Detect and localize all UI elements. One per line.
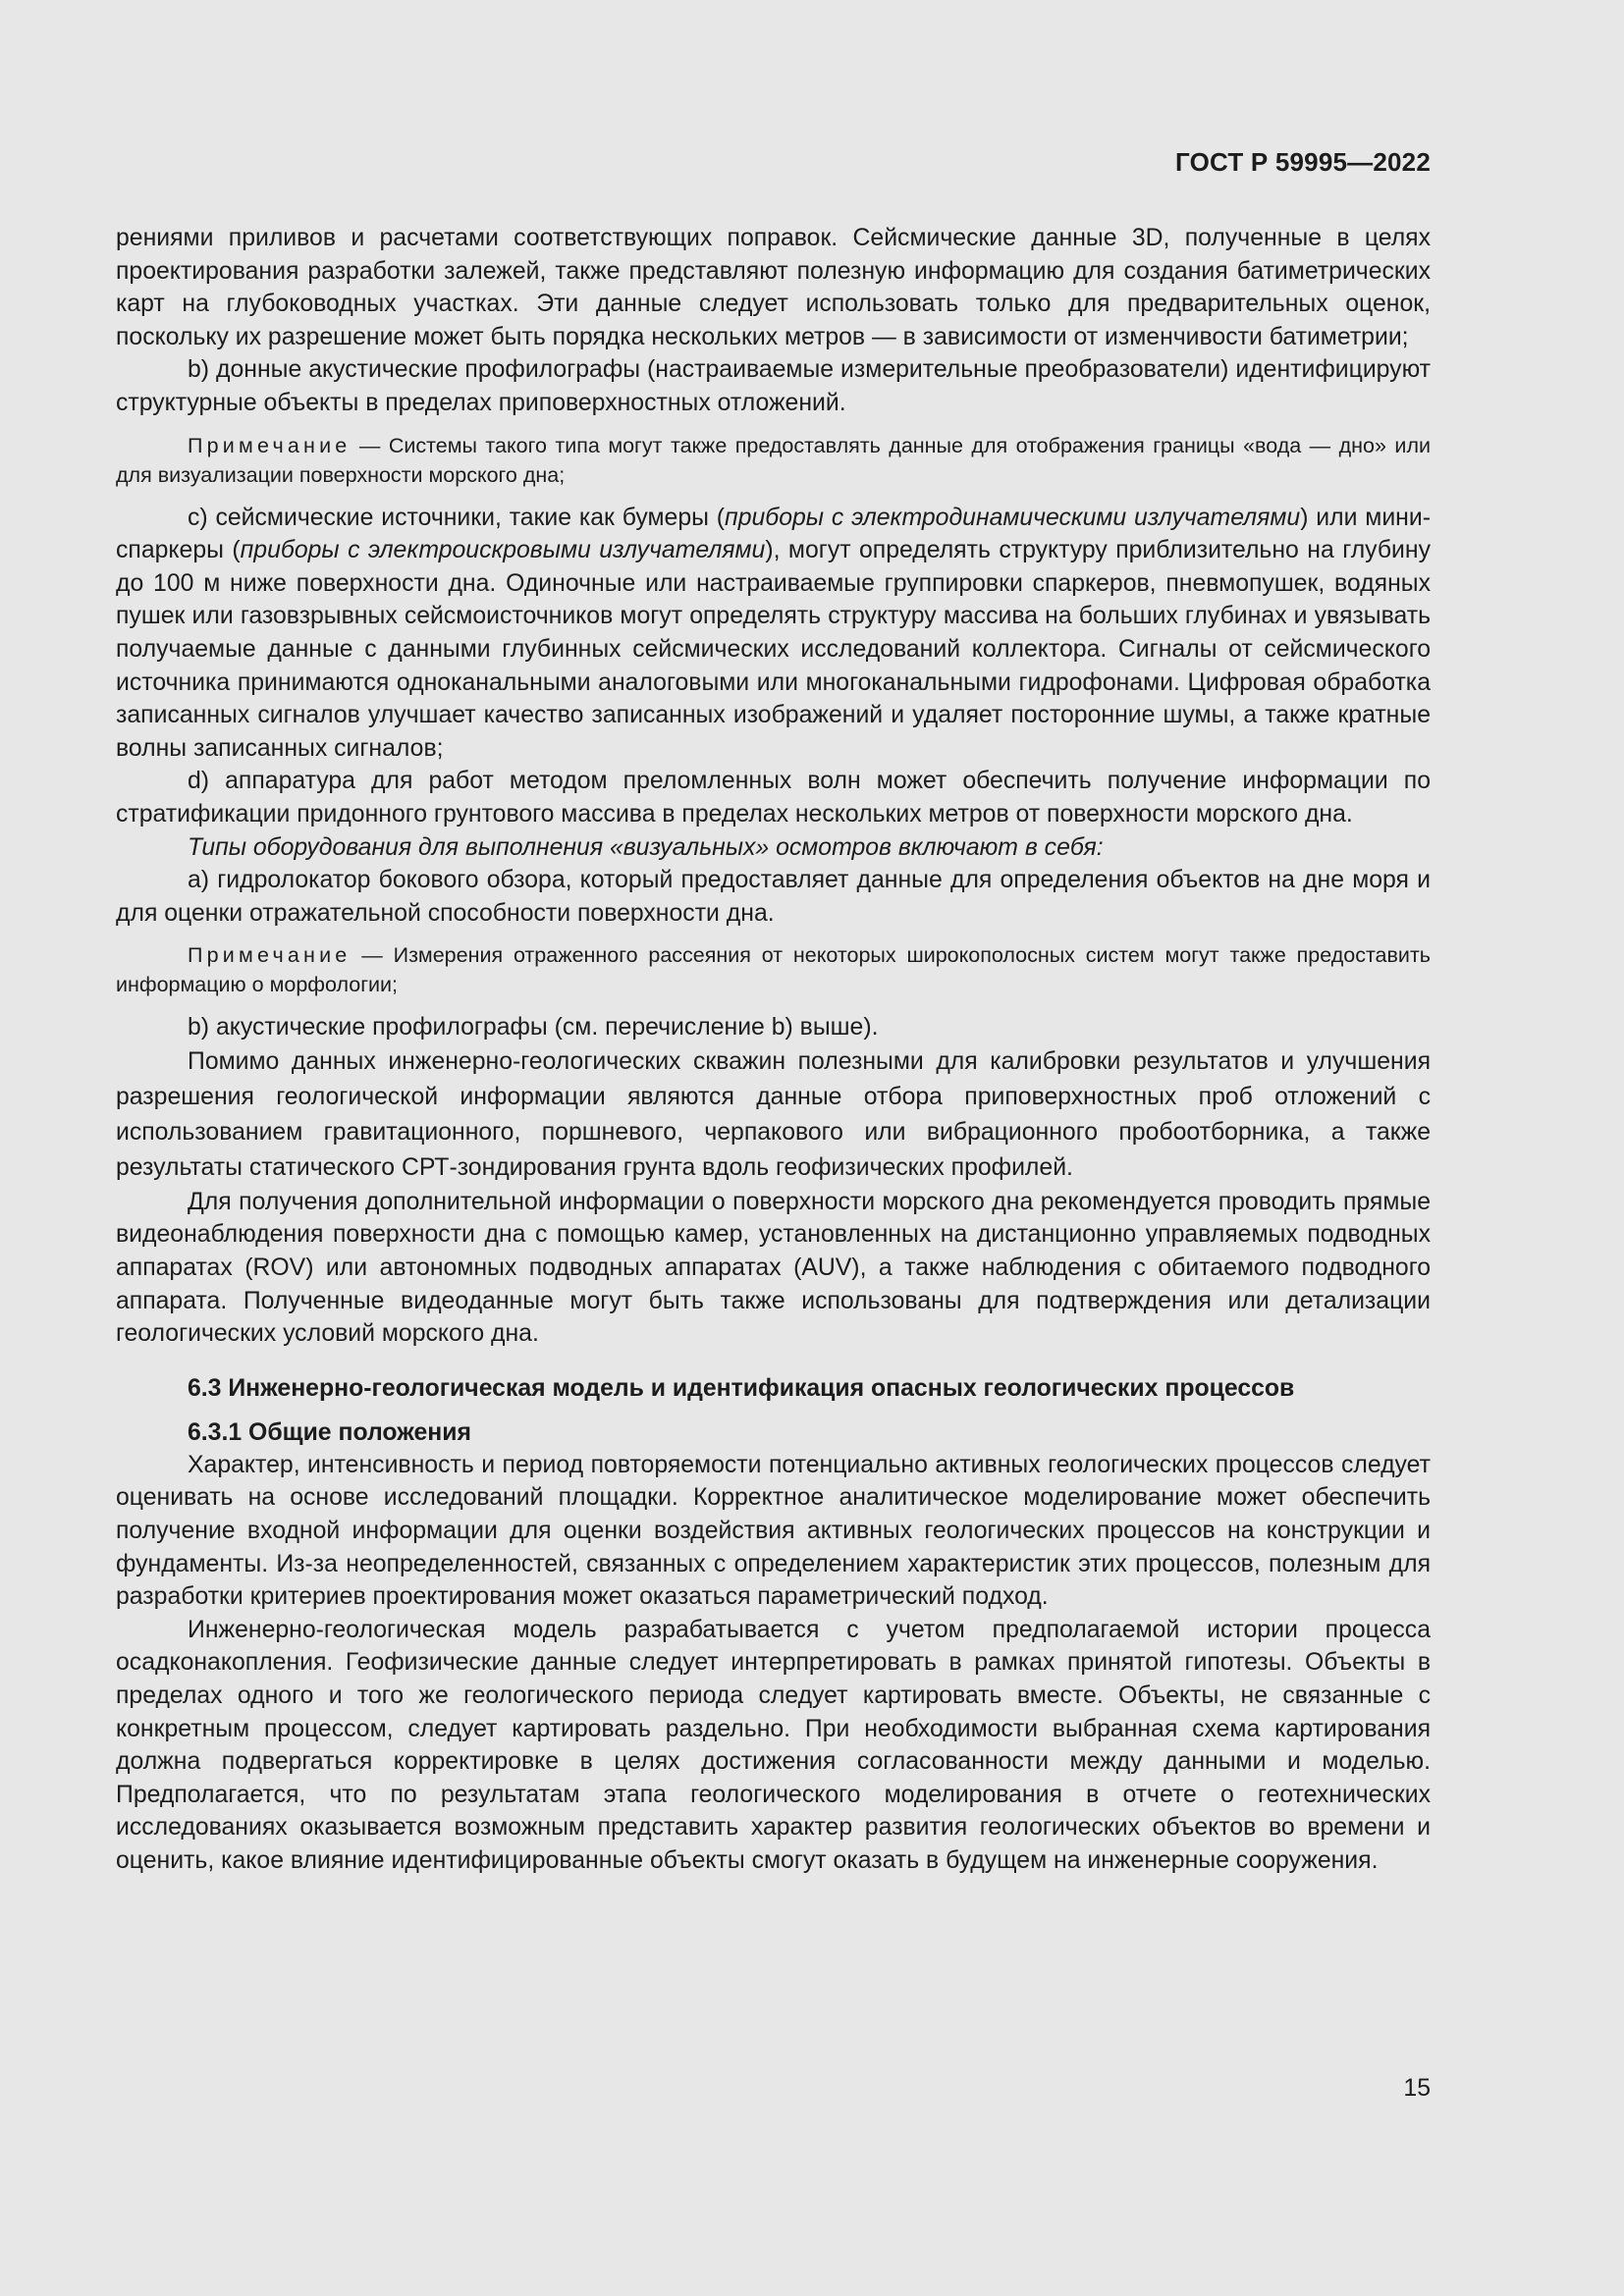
note-2 [116, 940, 1431, 999]
section-heading: 6.3 Инженерно-геологическая модель и идентификация опасных геологических процессов [188, 1374, 1295, 1402]
note-text: — Системы такого типа могут также предоставлять данные для отображения границы «вода — дно» или для визуализации поверхности морского дна; [116, 433, 1431, 487]
list-item-d: d) аппаратура для работ методом преломленных волн может обеспечить получение информации по стратификации придонного грунтового массива в пределах нескольких метров от поверхности морского дна. [116, 768, 1431, 828]
italic-run: приборы с электродинамическими излучателями [725, 504, 1301, 531]
list-item-b-2: b) акустические профилографы (см. перечисление b) выше). [188, 1014, 879, 1041]
text-run: ) или мини-спаркеры ( [116, 504, 1431, 564]
note-label: Примечание [188, 943, 352, 968]
note-1 [116, 431, 1431, 490]
text-run: c) сейсмические источники, такие как бумеры ( [188, 504, 726, 531]
list-item-b: b) донные акустические профилографы (настраиваемые измерительные преобразователи) идентифицируют структурные объекты в пределах приповерхностных отложений. [116, 356, 1431, 416]
paragraph: Инженерно-геологическая модель разрабатывается с учетом предполагаемой истории процесса осадконакопления. Геофизические данные следует интерпретировать в рамках принятой гипотезы. Объекты в пределах одного и того же геологического периода следует картировать вместе. Объекты, не связанные с конкретным процессом, следует картировать раздельно. При необходимости выбранная схема картирования должна подвергаться корректировке в целях достижения согласованности между данными и моделью. Предполагается, что по результатам этапа геологического моделирования в отчете о геотехнических исследованиях оказывается возможным представить характер развития геологических объектов во времени и оценить, какое влияние идентифицированные объекты смогут оказать в будущем на инженерные сооружения. [116, 1616, 1431, 1874]
list-item-a: a) гидролокатор бокового обзора, который предоставляет данные для определения объектов на дне моря и для оценки отражательной способности поверхности дна. [116, 867, 1431, 927]
italic-run: приборы с электроискровыми излучателями [240, 537, 766, 564]
paragraph: Помимо данных инженерно-геологических скважин полезными для калибровки результатов и улучшения разрешения геологической информации являются данные отбора приповерхностных проб отложений с использованием гравитационного, поршневого, черпакового или вибрационного пробоотборника, а также результаты статического СРТ-зондирования грунта вдоль геофизических профилей. [116, 1047, 1431, 1181]
list-item-c [116, 502, 1431, 766]
text-run: ), могут определять структуру приблизительно на глубину до 100 м ниже поверхности дна. Одиночные или настраиваемые группировки спаркеров, пневмопушек, водяных пушек или газовзрывных сейсмоисточников могут определять структуру массива на больших глубинах и увязывать получаемые данные с данными глубинных сейсмических исследований коллектора. Сигналы от сейсмического источника принимаются одноканальными аналоговыми или многоканальными гидрофонами. Цифровая обработка записанных сигналов улучшает качество записанных изображений и удаляет посторонние шумы, а также кратные волны записанных сигналов; [116, 537, 1431, 762]
paragraph-continuation: рениями приливов и расчетами соответствующих поправок. Сейсмические данные 3D, полученные в целях проектирования разработки залежей, также представляют полезную информацию для создания батиметрических карт на глубоководных участках. Эти данные следует использовать только для предварительных оценок, поскольку их разрешение может быть порядка нескольких метров — в зависимости от изменчивости батиметрии; [116, 225, 1431, 350]
italic-lead [116, 831, 1431, 865]
paragraph: Характер, интенсивность и период повторяемости потенциально активных геологических процессов следует оценивать на основе исследований площадки. Корректное аналитическое моделирование может обеспечить получение входной информации для оценки воздействия активных геологических процессов на конструкции и фундаменты. Из-за неопределенностей, связанных с определением характеристик этих процессов, полезным для разработки критериев проектирования может оказаться параметрический подход. [116, 1451, 1431, 1611]
page-number: 15 [1403, 2075, 1431, 2102]
document-body [116, 222, 1431, 1878]
standard-header: ГОСТ Р 59995—2022 [1175, 147, 1431, 177]
note-label: Примечание [188, 433, 352, 457]
italic-run: Типы оборудования для выполнения «визуальных» осмотров включают в себя: [188, 833, 1104, 861]
paragraph: Для получения дополнительной информации о поверхности морского дна рекомендуется проводить прямые видеонаблюдения поверхности дна с помощью камер, установленных на дистанционно управляемых подводных аппаратах (ROV) или автономных подводных аппаратах (AUV), а также наблюдения с обитаемого подводного аппарата. Полученные видеоданные могут быть также использованы для подтверждения или детализации геологических условий морского дна. [116, 1188, 1431, 1348]
subsection-heading: 6.3.1 Общие положения [188, 1418, 471, 1446]
note-text: — Измерения отраженного рассеяния от некоторых широкополосных систем могут также предоставить информацию о морфологии; [116, 943, 1431, 997]
